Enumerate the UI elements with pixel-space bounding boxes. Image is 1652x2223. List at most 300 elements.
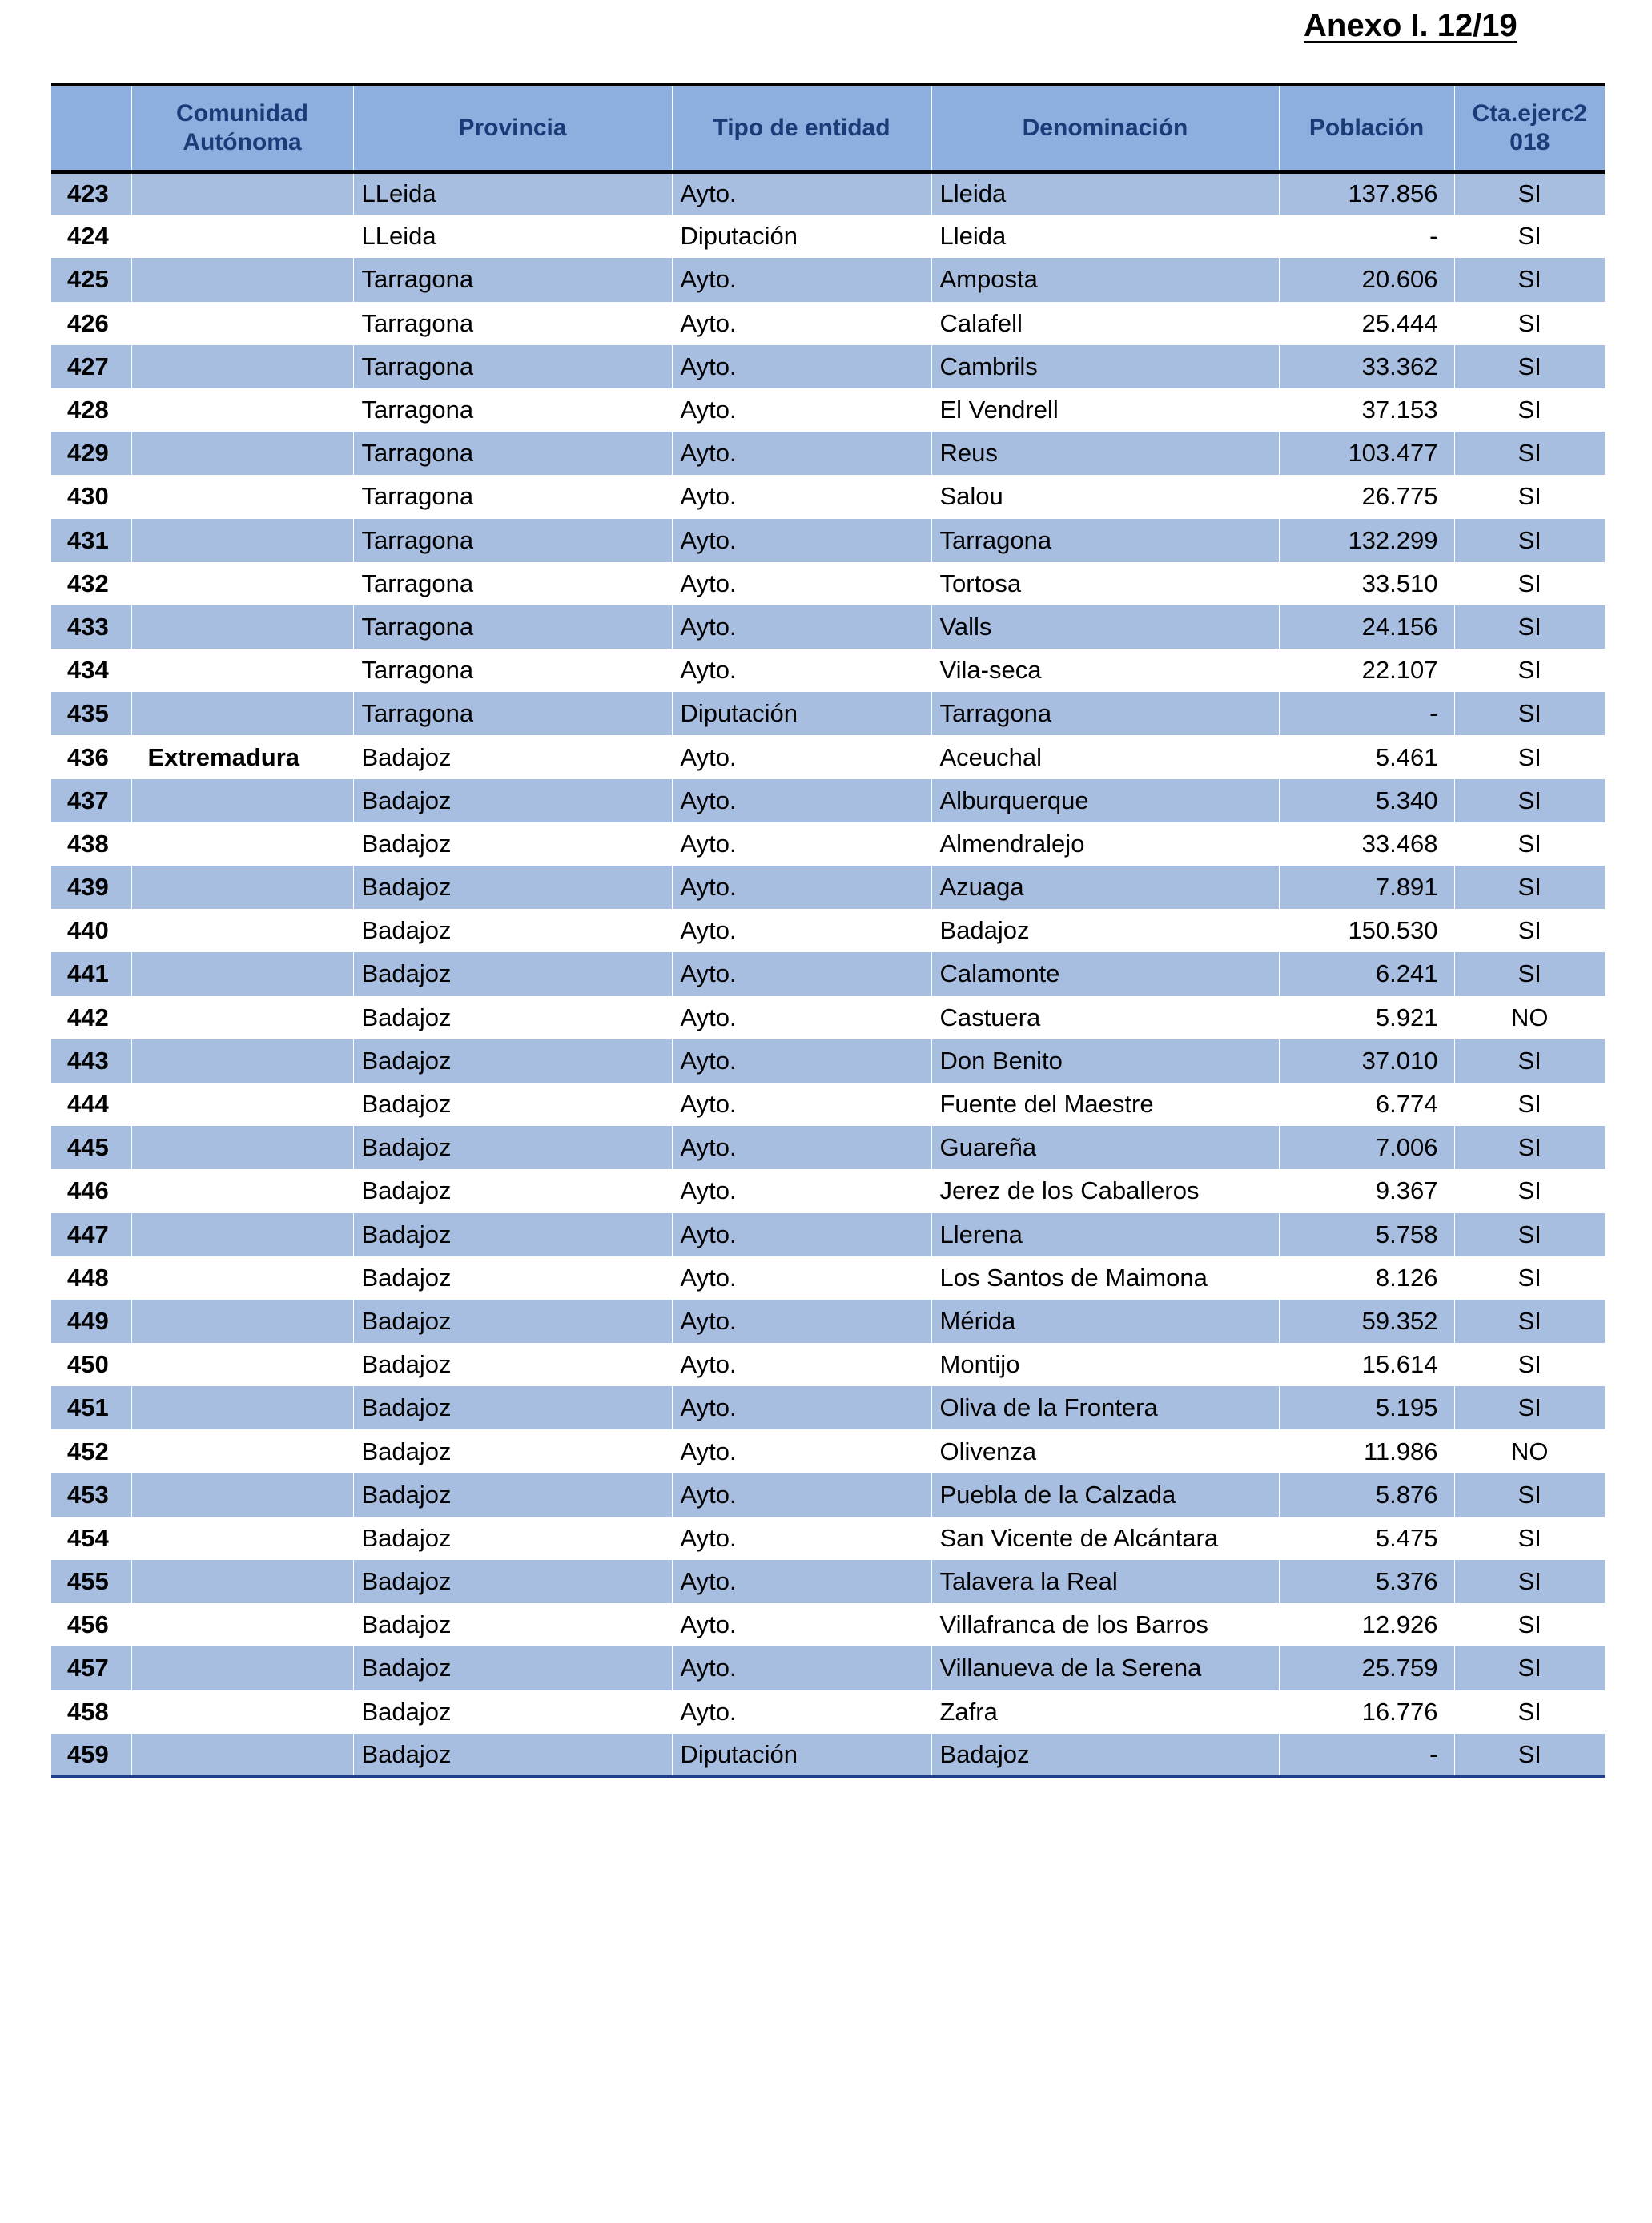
cell-poblacion: 25.759 [1279, 1646, 1454, 1690]
cell-comunidad [131, 1734, 353, 1777]
table-row [51, 866, 1605, 909]
cell-provincia: Badajoz [353, 1256, 672, 1300]
cell-comunidad [131, 258, 353, 301]
cell-comunidad [131, 779, 353, 822]
table-row [51, 735, 1605, 778]
cell-cta: SI [1454, 649, 1605, 692]
cell-provincia: Badajoz [353, 1083, 672, 1126]
cell-provincia: Badajoz [353, 952, 672, 995]
row-number: 433 [51, 605, 131, 649]
cell-tipo: Ayto. [672, 649, 931, 692]
row-number: 458 [67, 1697, 109, 1726]
table-row [51, 1429, 1605, 1473]
table-row [51, 345, 1605, 388]
row-number: 454 [67, 1523, 109, 1552]
cell-denominacion: Salou [931, 475, 1279, 518]
cell-provincia: Badajoz [353, 1560, 672, 1603]
cell-cta: SI [1454, 866, 1605, 909]
cell-comunidad [131, 475, 353, 518]
cell-poblacion: 5.876 [1279, 1473, 1454, 1517]
table-header-row [51, 85, 1605, 171]
column-header-provincia: Provincia [353, 85, 672, 171]
cell-denominacion: El Vendrell [931, 388, 1279, 432]
cell-tipo: Ayto. [672, 1083, 931, 1126]
cell-poblacion: 7.006 [1279, 1126, 1454, 1169]
table-row [51, 562, 1605, 605]
cell-poblacion: 24.156 [1279, 605, 1454, 649]
cell-cta: SI [1454, 822, 1605, 866]
cell-poblacion: 9.367 [1279, 1169, 1454, 1212]
table-row [51, 388, 1605, 432]
cell-poblacion: 103.477 [1279, 432, 1454, 475]
cell-tipo: Ayto. [672, 1300, 931, 1343]
row-number: 441 [51, 952, 131, 995]
row-number: 455 [51, 1560, 131, 1603]
table-row [51, 258, 1605, 301]
cell-tipo: Ayto. [672, 1126, 931, 1169]
cell-provincia: Badajoz [353, 1690, 672, 1734]
cell-tipo: Diputación [672, 1734, 931, 1777]
row-number: 449 [51, 1300, 131, 1343]
cell-tipo: Ayto. [672, 1343, 931, 1386]
column-header-comunidad: Comunidad Autónoma [131, 85, 353, 171]
cell-cta: SI [1454, 1646, 1605, 1690]
table-row [51, 475, 1605, 518]
cell-cta: SI [1454, 952, 1605, 995]
row-number: 452 [67, 1437, 109, 1465]
table-row [51, 1213, 1605, 1256]
cell-tipo: Ayto. [672, 1429, 931, 1473]
table-row [51, 215, 1605, 258]
row-number: 447 [51, 1213, 131, 1256]
cell-denominacion: Talavera la Real [931, 1560, 1279, 1603]
cell-poblacion: - [1279, 692, 1454, 735]
cell-comunidad [131, 1126, 353, 1169]
cell-denominacion: Vila-seca [931, 649, 1279, 692]
cell-provincia: Badajoz [353, 1473, 672, 1517]
cell-denominacion: Alburquerque [931, 779, 1279, 822]
cell-provincia: Badajoz [353, 779, 672, 822]
cell-provincia: Tarragona [353, 302, 672, 345]
cell-poblacion: 33.362 [1279, 345, 1454, 388]
table-row [51, 1126, 1605, 1169]
cell-comunidad [131, 649, 353, 692]
cell-comunidad [131, 302, 353, 345]
cell-poblacion: - [1279, 215, 1454, 258]
cell-provincia: Tarragona [353, 605, 672, 649]
row-number: 439 [51, 866, 131, 909]
cell-tipo: Ayto. [672, 735, 931, 778]
cell-cta: SI [1454, 1300, 1605, 1343]
cell-cta: SI [1454, 1560, 1605, 1603]
cell-denominacion: Villanueva de la Serena [931, 1646, 1279, 1690]
cell-provincia: Badajoz [353, 996, 672, 1039]
cell-tipo: Diputación [672, 692, 931, 735]
cell-denominacion: Aceuchal [931, 735, 1279, 778]
cell-denominacion: Valls [931, 605, 1279, 649]
cell-denominacion: Los Santos de Maimona [931, 1256, 1279, 1300]
cell-poblacion: 15.614 [1279, 1343, 1454, 1386]
cell-provincia: Badajoz [353, 1343, 672, 1386]
cell-denominacion: Olivenza [931, 1429, 1279, 1473]
cell-cta: SI [1454, 171, 1605, 215]
cell-cta: SI [1454, 1213, 1605, 1256]
cell-comunidad [131, 1603, 353, 1646]
cell-provincia: Badajoz [353, 1300, 672, 1343]
cell-denominacion: Azuaga [931, 866, 1279, 909]
cell-cta: SI [1454, 388, 1605, 432]
cell-denominacion: Cambrils [931, 345, 1279, 388]
cell-tipo: Ayto. [672, 1386, 931, 1429]
cell-poblacion: 16.776 [1279, 1690, 1454, 1734]
cell-poblacion: 6.241 [1279, 952, 1454, 995]
row-number: 436 [67, 742, 109, 771]
row-number: 434 [67, 656, 109, 685]
cell-tipo: Ayto. [672, 1473, 931, 1517]
row-number: 440 [67, 916, 109, 945]
row-number: 448 [67, 1263, 109, 1292]
row-number: 445 [51, 1126, 131, 1169]
cell-tipo: Ayto. [672, 171, 931, 215]
cell-comunidad [131, 996, 353, 1039]
cell-poblacion: 20.606 [1279, 258, 1454, 301]
cell-denominacion: Tarragona [931, 692, 1279, 735]
cell-comunidad [131, 1386, 353, 1429]
cell-cta: SI [1454, 1256, 1605, 1300]
column-header-tipo: Tipo de entidad [672, 85, 931, 171]
table-row [51, 1039, 1605, 1083]
cell-tipo: Ayto. [672, 909, 931, 952]
cell-provincia: Badajoz [353, 909, 672, 952]
cell-poblacion: 26.775 [1279, 475, 1454, 518]
table-row [51, 649, 1605, 692]
cell-comunidad [131, 952, 353, 995]
cell-denominacion: Villafranca de los Barros [931, 1603, 1279, 1646]
row-number: 424 [67, 222, 109, 251]
cell-poblacion: 33.468 [1279, 822, 1454, 866]
cell-cta: SI [1454, 345, 1605, 388]
cell-provincia: Badajoz [353, 1517, 672, 1560]
cell-poblacion: 8.126 [1279, 1256, 1454, 1300]
cell-comunidad [131, 1083, 353, 1126]
column-header-cta: Cta.ejerc2 018 [1454, 85, 1605, 171]
cell-poblacion: - [1279, 1734, 1454, 1777]
table-row [51, 1646, 1605, 1690]
cell-denominacion: Badajoz [931, 1734, 1279, 1777]
cell-cta: SI [1454, 519, 1605, 562]
cell-cta: SI [1454, 1169, 1605, 1212]
cell-tipo: Ayto. [672, 822, 931, 866]
cell-denominacion: Oliva de la Frontera [931, 1386, 1279, 1429]
row-number: 451 [51, 1386, 131, 1429]
cell-poblacion: 150.530 [1279, 909, 1454, 952]
row-number: 456 [67, 1610, 109, 1639]
table-row [51, 1690, 1605, 1734]
cell-comunidad [131, 692, 353, 735]
cell-cta: SI [1454, 1517, 1605, 1560]
cell-poblacion: 132.299 [1279, 519, 1454, 562]
cell-provincia: Badajoz [353, 1126, 672, 1169]
cell-denominacion: Puebla de la Calzada [931, 1473, 1279, 1517]
cell-denominacion: Llerena [931, 1213, 1279, 1256]
table-row [51, 1734, 1605, 1777]
row-number: 427 [51, 345, 131, 388]
cell-provincia: Tarragona [353, 258, 672, 301]
cell-tipo: Ayto. [672, 475, 931, 518]
cell-denominacion: Reus [931, 432, 1279, 475]
cell-tipo: Ayto. [672, 302, 931, 345]
row-number: 426 [67, 308, 109, 337]
cell-comunidad [131, 1300, 353, 1343]
table-row [51, 1386, 1605, 1429]
cell-comunidad [131, 1039, 353, 1083]
table-row [51, 1473, 1605, 1517]
row-number: 438 [67, 829, 109, 858]
cell-provincia: Tarragona [353, 519, 672, 562]
cell-provincia: Tarragona [353, 649, 672, 692]
table-row [51, 1083, 1605, 1126]
cell-poblacion: 33.510 [1279, 562, 1454, 605]
row-number: 459 [51, 1734, 131, 1777]
cell-denominacion: Castuera [931, 996, 1279, 1039]
cell-cta: SI [1454, 692, 1605, 735]
cell-provincia: LLeida [353, 171, 672, 215]
table-row [51, 519, 1605, 562]
cell-denominacion: Lleida [931, 215, 1279, 258]
cell-cta: SI [1454, 1039, 1605, 1083]
cell-provincia: Tarragona [353, 475, 672, 518]
table-row [51, 822, 1605, 866]
cell-provincia: Badajoz [353, 866, 672, 909]
cell-denominacion: Tarragona [931, 519, 1279, 562]
table-row [51, 1517, 1605, 1560]
row-number: 450 [67, 1350, 109, 1379]
row-number: 432 [67, 569, 109, 597]
cell-tipo: Ayto. [672, 605, 931, 649]
page-title: Anexo I. 12/19 [1304, 8, 1517, 43]
table-row [51, 1256, 1605, 1300]
cell-poblacion: 37.010 [1279, 1039, 1454, 1083]
cell-comunidad [131, 822, 353, 866]
cell-poblacion: 5.340 [1279, 779, 1454, 822]
cell-denominacion: Guareña [931, 1126, 1279, 1169]
cell-cta: SI [1454, 1734, 1605, 1777]
cell-poblacion: 59.352 [1279, 1300, 1454, 1343]
cell-cta: SI [1454, 215, 1605, 258]
row-number: 431 [51, 519, 131, 562]
cell-tipo: Ayto. [672, 779, 931, 822]
cell-comunidad [131, 215, 353, 258]
cell-denominacion: Lleida [931, 171, 1279, 215]
cell-comunidad [131, 605, 353, 649]
cell-cta: SI [1454, 779, 1605, 822]
cell-poblacion: 11.986 [1279, 1429, 1454, 1473]
cell-tipo: Ayto. [672, 1603, 931, 1646]
cell-denominacion: Jerez de los Caballeros [931, 1169, 1279, 1212]
cell-poblacion: 5.475 [1279, 1517, 1454, 1560]
cell-tipo: Ayto. [672, 1646, 931, 1690]
cell-tipo: Ayto. [672, 866, 931, 909]
cell-tipo: Ayto. [672, 1256, 931, 1300]
cell-provincia: Tarragona [353, 692, 672, 735]
cell-comunidad: Extremadura [131, 735, 353, 778]
cell-provincia: Tarragona [353, 388, 672, 432]
table-row [51, 605, 1605, 649]
cell-denominacion: San Vicente de Alcántara [931, 1517, 1279, 1560]
cell-denominacion: Fuente del Maestre [931, 1083, 1279, 1126]
cell-provincia: Badajoz [353, 1169, 672, 1212]
table-row [51, 952, 1605, 995]
cell-provincia: Badajoz [353, 1646, 672, 1690]
column-header-poblacion: Población [1279, 85, 1454, 171]
cell-cta: SI [1454, 1603, 1605, 1646]
cell-tipo: Ayto. [672, 519, 931, 562]
cell-poblacion: 137.856 [1279, 171, 1454, 215]
column-header-number [51, 85, 131, 171]
table-row [51, 1560, 1605, 1603]
cell-tipo: Ayto. [672, 1517, 931, 1560]
row-number: 446 [67, 1176, 109, 1205]
cell-comunidad [131, 1517, 353, 1560]
cell-cta: SI [1454, 1083, 1605, 1126]
cell-provincia: Tarragona [353, 562, 672, 605]
cell-comunidad [131, 1169, 353, 1212]
cell-comunidad [131, 562, 353, 605]
cell-poblacion: 5.376 [1279, 1560, 1454, 1603]
cell-provincia: Badajoz [353, 735, 672, 778]
row-number: 425 [51, 258, 131, 301]
cell-tipo: Ayto. [672, 345, 931, 388]
table-row [51, 1603, 1605, 1646]
cell-comunidad [131, 1473, 353, 1517]
row-number: 457 [51, 1646, 131, 1690]
table-row [51, 1300, 1605, 1343]
cell-denominacion: Tortosa [931, 562, 1279, 605]
cell-cta: SI [1454, 1690, 1605, 1734]
column-header-denominacion: Denominación [931, 85, 1279, 171]
cell-cta: SI [1454, 475, 1605, 518]
row-number: 430 [67, 482, 109, 511]
cell-cta: SI [1454, 258, 1605, 301]
cell-poblacion: 5.461 [1279, 735, 1454, 778]
cell-comunidad [131, 866, 353, 909]
cell-poblacion: 5.921 [1279, 996, 1454, 1039]
cell-cta: SI [1454, 302, 1605, 345]
cell-comunidad [131, 345, 353, 388]
cell-denominacion: Badajoz [931, 909, 1279, 952]
cell-cta: SI [1454, 432, 1605, 475]
row-number: 435 [51, 692, 131, 735]
row-number: 428 [67, 396, 109, 424]
cell-comunidad [131, 1646, 353, 1690]
cell-comunidad [131, 519, 353, 562]
cell-provincia: Badajoz [353, 1429, 672, 1473]
cell-denominacion: Calamonte [931, 952, 1279, 995]
cell-tipo: Diputación [672, 215, 931, 258]
cell-poblacion: 6.774 [1279, 1083, 1454, 1126]
cell-denominacion: Don Benito [931, 1039, 1279, 1083]
cell-provincia: Badajoz [353, 822, 672, 866]
cell-tipo: Ayto. [672, 562, 931, 605]
cell-provincia: Tarragona [353, 345, 672, 388]
row-number: 443 [51, 1039, 131, 1083]
table-row [51, 171, 1605, 215]
cell-denominacion: Calafell [931, 302, 1279, 345]
table-row [51, 909, 1605, 952]
cell-denominacion: Zafra [931, 1690, 1279, 1734]
table-row [51, 692, 1605, 735]
cell-poblacion: 22.107 [1279, 649, 1454, 692]
cell-cta: SI [1454, 735, 1605, 778]
cell-comunidad [131, 171, 353, 215]
cell-provincia: Badajoz [353, 1213, 672, 1256]
cell-cta: SI [1454, 605, 1605, 649]
cell-denominacion: Almendralejo [931, 822, 1279, 866]
cell-tipo: Ayto. [672, 996, 931, 1039]
table-row [51, 1169, 1605, 1212]
cell-poblacion: 5.758 [1279, 1213, 1454, 1256]
cell-comunidad [131, 388, 353, 432]
cell-comunidad [131, 1560, 353, 1603]
row-number: 444 [67, 1090, 109, 1119]
cell-comunidad [131, 1213, 353, 1256]
table-row [51, 1343, 1605, 1386]
table-row [51, 302, 1605, 345]
cell-comunidad [131, 1429, 353, 1473]
cell-tipo: Ayto. [672, 1690, 931, 1734]
cell-poblacion: 25.444 [1279, 302, 1454, 345]
cell-denominacion: Amposta [931, 258, 1279, 301]
cell-denominacion: Mérida [931, 1300, 1279, 1343]
cell-tipo: Ayto. [672, 258, 931, 301]
cell-cta: SI [1454, 562, 1605, 605]
cell-cta: SI [1454, 1126, 1605, 1169]
cell-cta: SI [1454, 1386, 1605, 1429]
cell-comunidad [131, 1343, 353, 1386]
cell-tipo: Ayto. [672, 388, 931, 432]
cell-comunidad [131, 432, 353, 475]
cell-cta: SI [1454, 909, 1605, 952]
row-number: 423 [51, 171, 131, 215]
entities-table [51, 83, 1605, 1778]
cell-cta: NO [1454, 996, 1605, 1039]
cell-tipo: Ayto. [672, 952, 931, 995]
cell-comunidad [131, 1690, 353, 1734]
row-number: 453 [51, 1473, 131, 1517]
cell-poblacion: 37.153 [1279, 388, 1454, 432]
row-number: 437 [51, 779, 131, 822]
table-row [51, 432, 1605, 475]
row-number: 442 [67, 1003, 109, 1031]
cell-cta: SI [1454, 1343, 1605, 1386]
cell-provincia: Tarragona [353, 432, 672, 475]
cell-provincia: Badajoz [353, 1386, 672, 1429]
cell-provincia: Badajoz [353, 1603, 672, 1646]
cell-tipo: Ayto. [672, 432, 931, 475]
cell-poblacion: 12.926 [1279, 1603, 1454, 1646]
cell-comunidad [131, 1256, 353, 1300]
cell-cta: NO [1454, 1429, 1605, 1473]
cell-provincia: Badajoz [353, 1734, 672, 1777]
cell-provincia: LLeida [353, 215, 672, 258]
cell-denominacion: Montijo [931, 1343, 1279, 1386]
cell-tipo: Ayto. [672, 1039, 931, 1083]
table-row [51, 996, 1605, 1039]
cell-tipo: Ayto. [672, 1213, 931, 1256]
cell-poblacion: 7.891 [1279, 866, 1454, 909]
cell-cta: SI [1454, 1473, 1605, 1517]
cell-tipo: Ayto. [672, 1560, 931, 1603]
